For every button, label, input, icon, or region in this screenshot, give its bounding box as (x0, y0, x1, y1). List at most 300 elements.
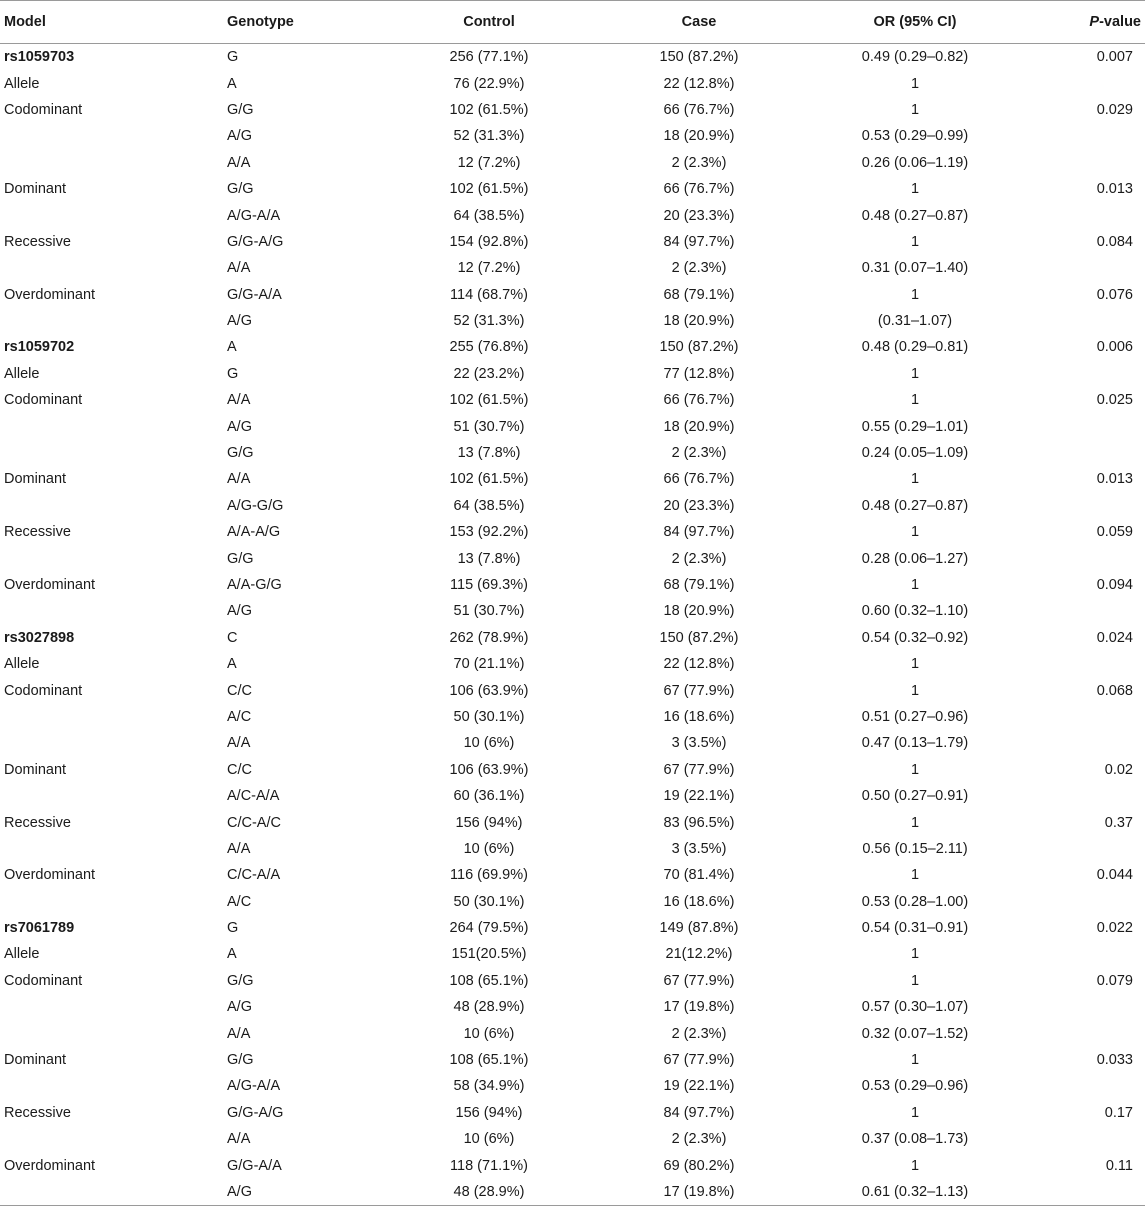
cell-case: 150 (87.2%) (659, 629, 739, 646)
cell-genotype: G (227, 49, 239, 66)
cell-control: 58 (34.9%) (453, 1078, 525, 1095)
cell-case: 22 (12.8%) (663, 656, 735, 673)
table-row (0, 255, 1145, 281)
cell-case: 66 (76.7%) (663, 471, 735, 488)
cell-p-value (1018, 1179, 1145, 1206)
header-model: Model (0, 1, 222, 44)
cell-genotype: C/C-A/C (227, 814, 281, 831)
cell-control: 76 (22.9%) (453, 75, 525, 92)
table-row (0, 1047, 1145, 1073)
cell-or: 0.32 (0.07–1.52) (861, 1025, 969, 1042)
table-row (0, 598, 1145, 624)
cell-p-value: 0.022 (1096, 920, 1133, 937)
cell-p-value: 0.17 (1104, 1104, 1133, 1121)
cell-control: 108 (65.1%) (449, 1052, 529, 1069)
cell-p-value: 0.059 (1096, 524, 1133, 541)
cell-p-value: 0.11 (1105, 1157, 1133, 1174)
cell-genotype: G/G (227, 550, 254, 567)
cell-model (0, 994, 222, 1020)
cell-genotype: G/G (227, 1052, 254, 1069)
table-row (0, 361, 1145, 387)
table-row (0, 704, 1145, 730)
cell-p-value: 0.02 (1104, 761, 1133, 778)
cell-p-value (1018, 150, 1145, 176)
cell-genotype: A (227, 75, 237, 92)
cell-p-value (1018, 361, 1145, 387)
table-row (0, 862, 1145, 888)
cell-case: 84 (97.7%) (663, 233, 735, 250)
cell-genotype: A/G (227, 418, 252, 435)
table-row (0, 836, 1145, 862)
table-row (0, 545, 1145, 571)
cell-genotype: A/A-G/G (227, 577, 282, 593)
header-or: OR (95% CI) (790, 1, 1018, 44)
cell-p-value: 0.37 (1104, 814, 1133, 831)
cell-case: 17 (19.8%) (578, 1179, 790, 1206)
table-row (0, 1152, 1145, 1178)
cell-genotype: A/A (227, 1131, 251, 1148)
cell-case: 16 (18.6%) (663, 708, 735, 725)
table-row (0, 387, 1145, 413)
cell-genotype: G/G (227, 101, 254, 118)
cell-or: 1 (910, 75, 920, 92)
cell-or: 1 (910, 656, 920, 673)
cell-genotype: A/G (222, 1179, 372, 1206)
cell-case: 18 (20.9%) (663, 313, 735, 330)
cell-or: (0.31–1.07) (877, 313, 953, 330)
cell-p-value (1018, 545, 1145, 571)
cell-p-value (1018, 255, 1145, 281)
cell-or: 1 (910, 365, 920, 382)
cell-case: 67 (77.9%) (663, 682, 735, 699)
table-header (0, 1, 1145, 44)
table-row (0, 44, 1145, 71)
cell-or: 1 (910, 814, 920, 831)
cell-or: 1 (910, 524, 920, 541)
cell-model (0, 1126, 222, 1152)
table-row (0, 889, 1145, 915)
cell-model (0, 836, 222, 862)
table-row (0, 282, 1145, 308)
table-row (0, 466, 1145, 492)
cell-genotype: G/G-A/A (227, 286, 282, 303)
cell-genotype: A/G (227, 128, 252, 145)
cell-genotype: A/C (227, 893, 252, 910)
cell-model: Dominant (4, 471, 67, 488)
cell-p-value: 0.076 (1096, 286, 1133, 303)
header-control: Control (372, 1, 578, 44)
cell-genotype: A/A (227, 1025, 251, 1042)
cell-or: 1 (910, 1052, 920, 1069)
cell-control: 13 (7.8%) (457, 445, 521, 462)
table-row (0, 493, 1145, 519)
cell-genotype: A (227, 656, 237, 673)
cell-p-value (1018, 1020, 1145, 1046)
cell-case: 18 (20.9%) (663, 418, 735, 435)
cell-case: 2 (2.3%) (671, 1131, 727, 1148)
cell-genotype: A/G-A/A (227, 207, 281, 224)
table-row (0, 915, 1145, 941)
cell-or: 0.61 (0.32–1.13) (790, 1179, 1018, 1206)
cell-control: 13 (7.8%) (457, 550, 521, 567)
table-row (0, 1020, 1145, 1046)
cell-or: 0.53 (0.28–1.00) (861, 893, 969, 910)
cell-control: 106 (63.9%) (449, 761, 529, 778)
cell-or: 0.53 (0.29–0.99) (861, 128, 969, 145)
table-row (0, 730, 1145, 756)
cell-case: 20 (23.3%) (663, 497, 735, 514)
cell-model (0, 440, 222, 466)
cell-or: 1 (910, 867, 920, 884)
cell-case: 83 (96.5%) (663, 814, 735, 831)
cell-p-value (1018, 202, 1145, 228)
cell-case: 2 (2.3%) (671, 445, 727, 462)
cell-control: 60 (36.1%) (453, 788, 525, 805)
cell-model: Dominant (4, 181, 67, 198)
cell-genotype: A/A (227, 260, 251, 277)
cell-genotype: C (227, 629, 238, 646)
cell-control: 12 (7.2%) (457, 260, 521, 277)
cell-or: 1 (910, 471, 920, 488)
cell-or: 0.47 (0.13–1.79) (861, 735, 969, 752)
cell-case: 84 (97.7%) (663, 1104, 735, 1121)
cell-control: 108 (65.1%) (449, 972, 529, 989)
header-row (0, 1, 1145, 44)
table-row (0, 1179, 1145, 1206)
table-row (0, 176, 1145, 202)
cell-model: Allele (4, 75, 40, 92)
table-row (0, 941, 1145, 967)
cell-case: 150 (87.2%) (659, 49, 739, 66)
table-body (0, 44, 1145, 1206)
cell-case: 66 (76.7%) (663, 181, 735, 198)
cell-case: 67 (77.9%) (663, 761, 735, 778)
cell-model (0, 202, 222, 228)
cell-p-value: 0.094 (1096, 577, 1133, 593)
cell-genotype: A/C (227, 708, 252, 725)
cell-control: 102 (61.5%) (449, 181, 529, 198)
cell-control: 10 (6%) (463, 1025, 515, 1042)
cell-genotype: A/A (227, 840, 251, 857)
cell-p-value (1018, 493, 1145, 519)
cell-control: 51 (30.7%) (453, 603, 525, 620)
cell-model (0, 545, 222, 571)
cell-p-value (1018, 836, 1145, 862)
table-row (0, 968, 1145, 994)
table-row (0, 651, 1145, 677)
cell-genotype: A/A (227, 392, 251, 409)
table-row (0, 308, 1145, 334)
cell-model (0, 730, 222, 756)
cell-control: 64 (38.5%) (453, 497, 525, 514)
table-row (0, 572, 1145, 598)
cell-model (0, 123, 222, 149)
cell-case: 3 (3.5%) (671, 840, 727, 857)
cell-control: 154 (92.8%) (449, 233, 529, 250)
header-genotype: Genotype (222, 1, 372, 44)
cell-genotype: A/G (227, 313, 252, 330)
table-row (0, 677, 1145, 703)
cell-model: Overdominant (4, 577, 96, 593)
cell-model: Codominant (4, 392, 83, 409)
cell-control: 156 (94%) (455, 1104, 523, 1121)
cell-control: 64 (38.5%) (453, 207, 525, 224)
cell-or: 1 (910, 181, 920, 198)
cell-p-value (1018, 783, 1145, 809)
cell-model (0, 783, 222, 809)
table-row (0, 757, 1145, 783)
table-row (0, 994, 1145, 1020)
cell-genotype: A/A (227, 471, 251, 488)
cell-genotype: C/C (227, 761, 252, 778)
cell-control: 151(20.5%) (451, 946, 527, 963)
cell-model: Recessive (4, 233, 71, 250)
cell-or: 0.48 (0.27–0.87) (861, 207, 969, 224)
cell-control: 22 (23.2%) (453, 365, 525, 382)
cell-p-value (1018, 1126, 1145, 1152)
cell-p-value: 0.006 (1096, 339, 1133, 356)
cell-or: 0.53 (0.29–0.96) (861, 1078, 969, 1095)
cell-control: 10 (6%) (463, 840, 515, 857)
table-row (0, 1126, 1145, 1152)
table-row (0, 123, 1145, 149)
cell-or: 0.24 (0.05–1.09) (861, 445, 969, 462)
cell-p-value: 0.033 (1096, 1052, 1133, 1069)
cell-control: 262 (78.9%) (449, 629, 529, 646)
cell-model: rs1059702 (4, 339, 75, 356)
cell-or: 1 (910, 101, 920, 118)
cell-model: Overdominant (4, 867, 96, 884)
cell-control: 153 (92.2%) (449, 524, 529, 541)
cell-genotype: A/G-A/A (227, 1078, 281, 1095)
cell-genotype: G/G (227, 181, 254, 198)
cell-p-value (1018, 730, 1145, 756)
cell-model: rs7061789 (4, 920, 75, 937)
cell-p-value: 0.007 (1096, 49, 1133, 66)
table-row (0, 97, 1145, 123)
cell-case: 22 (12.8%) (663, 75, 735, 92)
cell-case: 149 (87.8%) (659, 920, 739, 937)
cell-or: 0.49 (0.29–0.82) (861, 49, 969, 66)
cell-case: 21(12.2%) (665, 946, 733, 963)
cell-p-value: 0.013 (1096, 181, 1133, 198)
cell-case: 20 (23.3%) (663, 207, 735, 224)
cell-p-value (1018, 413, 1145, 439)
cell-model: Recessive (4, 524, 71, 541)
cell-model: Allele (4, 656, 40, 673)
table-row (0, 1073, 1145, 1099)
cell-or: 1 (910, 1157, 920, 1174)
cell-model: Codominant (4, 101, 83, 118)
cell-case: 66 (76.7%) (663, 392, 735, 409)
cell-model (0, 255, 222, 281)
cell-case: 67 (77.9%) (663, 1052, 735, 1069)
cell-genotype: A (227, 339, 237, 356)
cell-p-value: 0.025 (1096, 392, 1133, 409)
cell-model (0, 1179, 222, 1206)
table-row (0, 229, 1145, 255)
cell-p-value (1018, 70, 1145, 96)
cell-model: rs3027898 (4, 629, 75, 646)
table-row (0, 625, 1145, 651)
cell-case: 68 (79.1%) (663, 286, 735, 303)
cell-control: 50 (30.1%) (453, 708, 525, 725)
cell-control: 48 (28.9%) (372, 1179, 578, 1206)
cell-genotype: A/G (227, 603, 252, 620)
cell-genotype: G (227, 920, 239, 937)
cell-or: 1 (910, 946, 920, 963)
header-case: Case (578, 1, 790, 44)
table-row (0, 202, 1145, 228)
cell-case: 19 (22.1%) (663, 788, 735, 805)
cell-case: 67 (77.9%) (663, 972, 735, 989)
cell-model (0, 308, 222, 334)
cell-control: 102 (61.5%) (449, 392, 529, 409)
cell-control: 50 (30.1%) (453, 893, 525, 910)
cell-case: 2 (2.3%) (671, 260, 727, 277)
cell-model: Recessive (4, 1104, 71, 1121)
cell-genotype: G/G-A/G (227, 1104, 284, 1121)
cell-p-value (1018, 651, 1145, 677)
cell-or: 0.55 (0.29–1.01) (861, 418, 969, 435)
cell-or: 0.50 (0.27–0.91) (861, 788, 969, 805)
cell-model (0, 493, 222, 519)
cell-control: 255 (76.8%) (449, 339, 529, 356)
cell-control: 102 (61.5%) (449, 101, 529, 118)
cell-case: 150 (87.2%) (659, 339, 739, 356)
cell-case: 18 (20.9%) (663, 128, 735, 145)
cell-case: 16 (18.6%) (663, 893, 735, 910)
cell-model: Codominant (4, 972, 83, 989)
cell-genotype: A/G-G/G (227, 497, 284, 514)
cell-genotype: A/A (227, 154, 251, 171)
cell-or: 0.54 (0.32–0.92) (861, 629, 969, 646)
table-row (0, 440, 1145, 466)
cell-control: 52 (31.3%) (453, 313, 525, 330)
cell-case: 84 (97.7%) (663, 524, 735, 541)
cell-genotype: A/A (227, 735, 251, 752)
cell-p-value: 0.029 (1096, 101, 1133, 118)
cell-control: 51 (30.7%) (453, 418, 525, 435)
cell-case: 18 (20.9%) (663, 603, 735, 620)
cell-or: 1 (910, 1104, 920, 1121)
cell-or: 0.28 (0.06–1.27) (861, 550, 969, 567)
cell-case: 70 (81.4%) (663, 867, 735, 884)
table-row (0, 334, 1145, 360)
cell-or: 1 (910, 286, 920, 303)
cell-genotype: G/G-A/G (227, 233, 284, 250)
table-row (0, 413, 1145, 439)
cell-genotype: C/C-A/A (227, 867, 281, 884)
cell-model: Codominant (4, 682, 83, 699)
cell-p-value (1018, 889, 1145, 915)
cell-control: 70 (21.1%) (453, 656, 525, 673)
table-row (0, 1100, 1145, 1126)
cell-model: Dominant (4, 1052, 67, 1069)
cell-control: 48 (28.9%) (453, 999, 525, 1016)
cell-model: rs1059703 (4, 49, 75, 66)
cell-model (0, 413, 222, 439)
cell-case: 69 (80.2%) (663, 1157, 735, 1174)
cell-case: 77 (12.8%) (663, 365, 735, 382)
table-row (0, 809, 1145, 835)
header-p-italic: P (1089, 14, 1100, 30)
cell-p-value (1018, 598, 1145, 624)
cell-case: 19 (22.1%) (663, 1078, 735, 1095)
cell-p-value: 0.084 (1096, 233, 1133, 250)
cell-model: Recessive (4, 814, 71, 831)
cell-or: 1 (910, 682, 920, 699)
cell-or: 1 (910, 577, 920, 593)
cell-genotype: G/G (227, 445, 254, 462)
cell-p-value: 0.044 (1096, 867, 1133, 884)
cell-model (0, 1073, 222, 1099)
cell-p-value (1018, 308, 1145, 334)
cell-p-value (1018, 994, 1145, 1020)
table-row (0, 150, 1145, 176)
cell-model: Allele (4, 365, 40, 382)
cell-or: 0.48 (0.29–0.81) (861, 339, 969, 356)
cell-p-value (1018, 941, 1145, 967)
header-p-rest: -value (1099, 14, 1141, 30)
cell-genotype: G (227, 365, 239, 382)
cell-or: 0.48 (0.27–0.87) (861, 497, 969, 514)
cell-control: 115 (69.3%) (450, 577, 528, 593)
table-row (0, 519, 1145, 545)
cell-or: 0.57 (0.30–1.07) (861, 999, 969, 1016)
cell-control: 114 (68.7%) (450, 286, 528, 303)
cell-model: Dominant (4, 761, 67, 778)
cell-p-value: 0.079 (1096, 972, 1133, 989)
cell-p-value (1018, 704, 1145, 730)
cell-or: 1 (910, 233, 920, 250)
cell-model (0, 704, 222, 730)
cell-case: 2 (2.3%) (671, 550, 727, 567)
cell-p-value (1018, 1073, 1145, 1099)
cell-p-value (1018, 123, 1145, 149)
cell-genotype: G/G-A/A (227, 1157, 282, 1174)
cell-model: Allele (4, 946, 40, 963)
cell-control: 10 (6%) (463, 735, 515, 752)
cell-genotype: A/A-A/G (227, 524, 281, 541)
cell-genotype: A/G (227, 999, 252, 1016)
cell-control: 106 (63.9%) (449, 682, 529, 699)
cell-case: 66 (76.7%) (663, 101, 735, 118)
cell-control: 52 (31.3%) (453, 128, 525, 145)
cell-control: 156 (94%) (455, 814, 523, 831)
cell-control: 264 (79.5%) (449, 920, 529, 937)
cell-genotype: A (227, 946, 237, 963)
cell-case: 2 (2.3%) (671, 154, 727, 171)
cell-or: 0.31 (0.07–1.40) (861, 260, 969, 277)
cell-control: 116 (69.9%) (450, 867, 528, 884)
cell-control: 118 (71.1%) (450, 1157, 528, 1174)
cell-or: 0.26 (0.06–1.19) (861, 154, 969, 171)
cell-or: 0.56 (0.15–2.11) (862, 840, 968, 857)
cell-model (0, 1020, 222, 1046)
cell-p-value: 0.024 (1096, 629, 1133, 646)
cell-genotype: A/C-A/A (227, 788, 280, 805)
cell-or: 1 (910, 392, 920, 409)
cell-or: 1 (910, 761, 920, 778)
cell-control: 256 (77.1%) (449, 49, 529, 66)
cell-case: 68 (79.1%) (663, 577, 735, 593)
cell-or: 0.37 (0.08–1.73) (861, 1131, 969, 1148)
cell-genotype: C/C (227, 682, 252, 699)
table-row (0, 70, 1145, 96)
cell-p-value (1018, 440, 1145, 466)
cell-case: 3 (3.5%) (671, 735, 727, 752)
